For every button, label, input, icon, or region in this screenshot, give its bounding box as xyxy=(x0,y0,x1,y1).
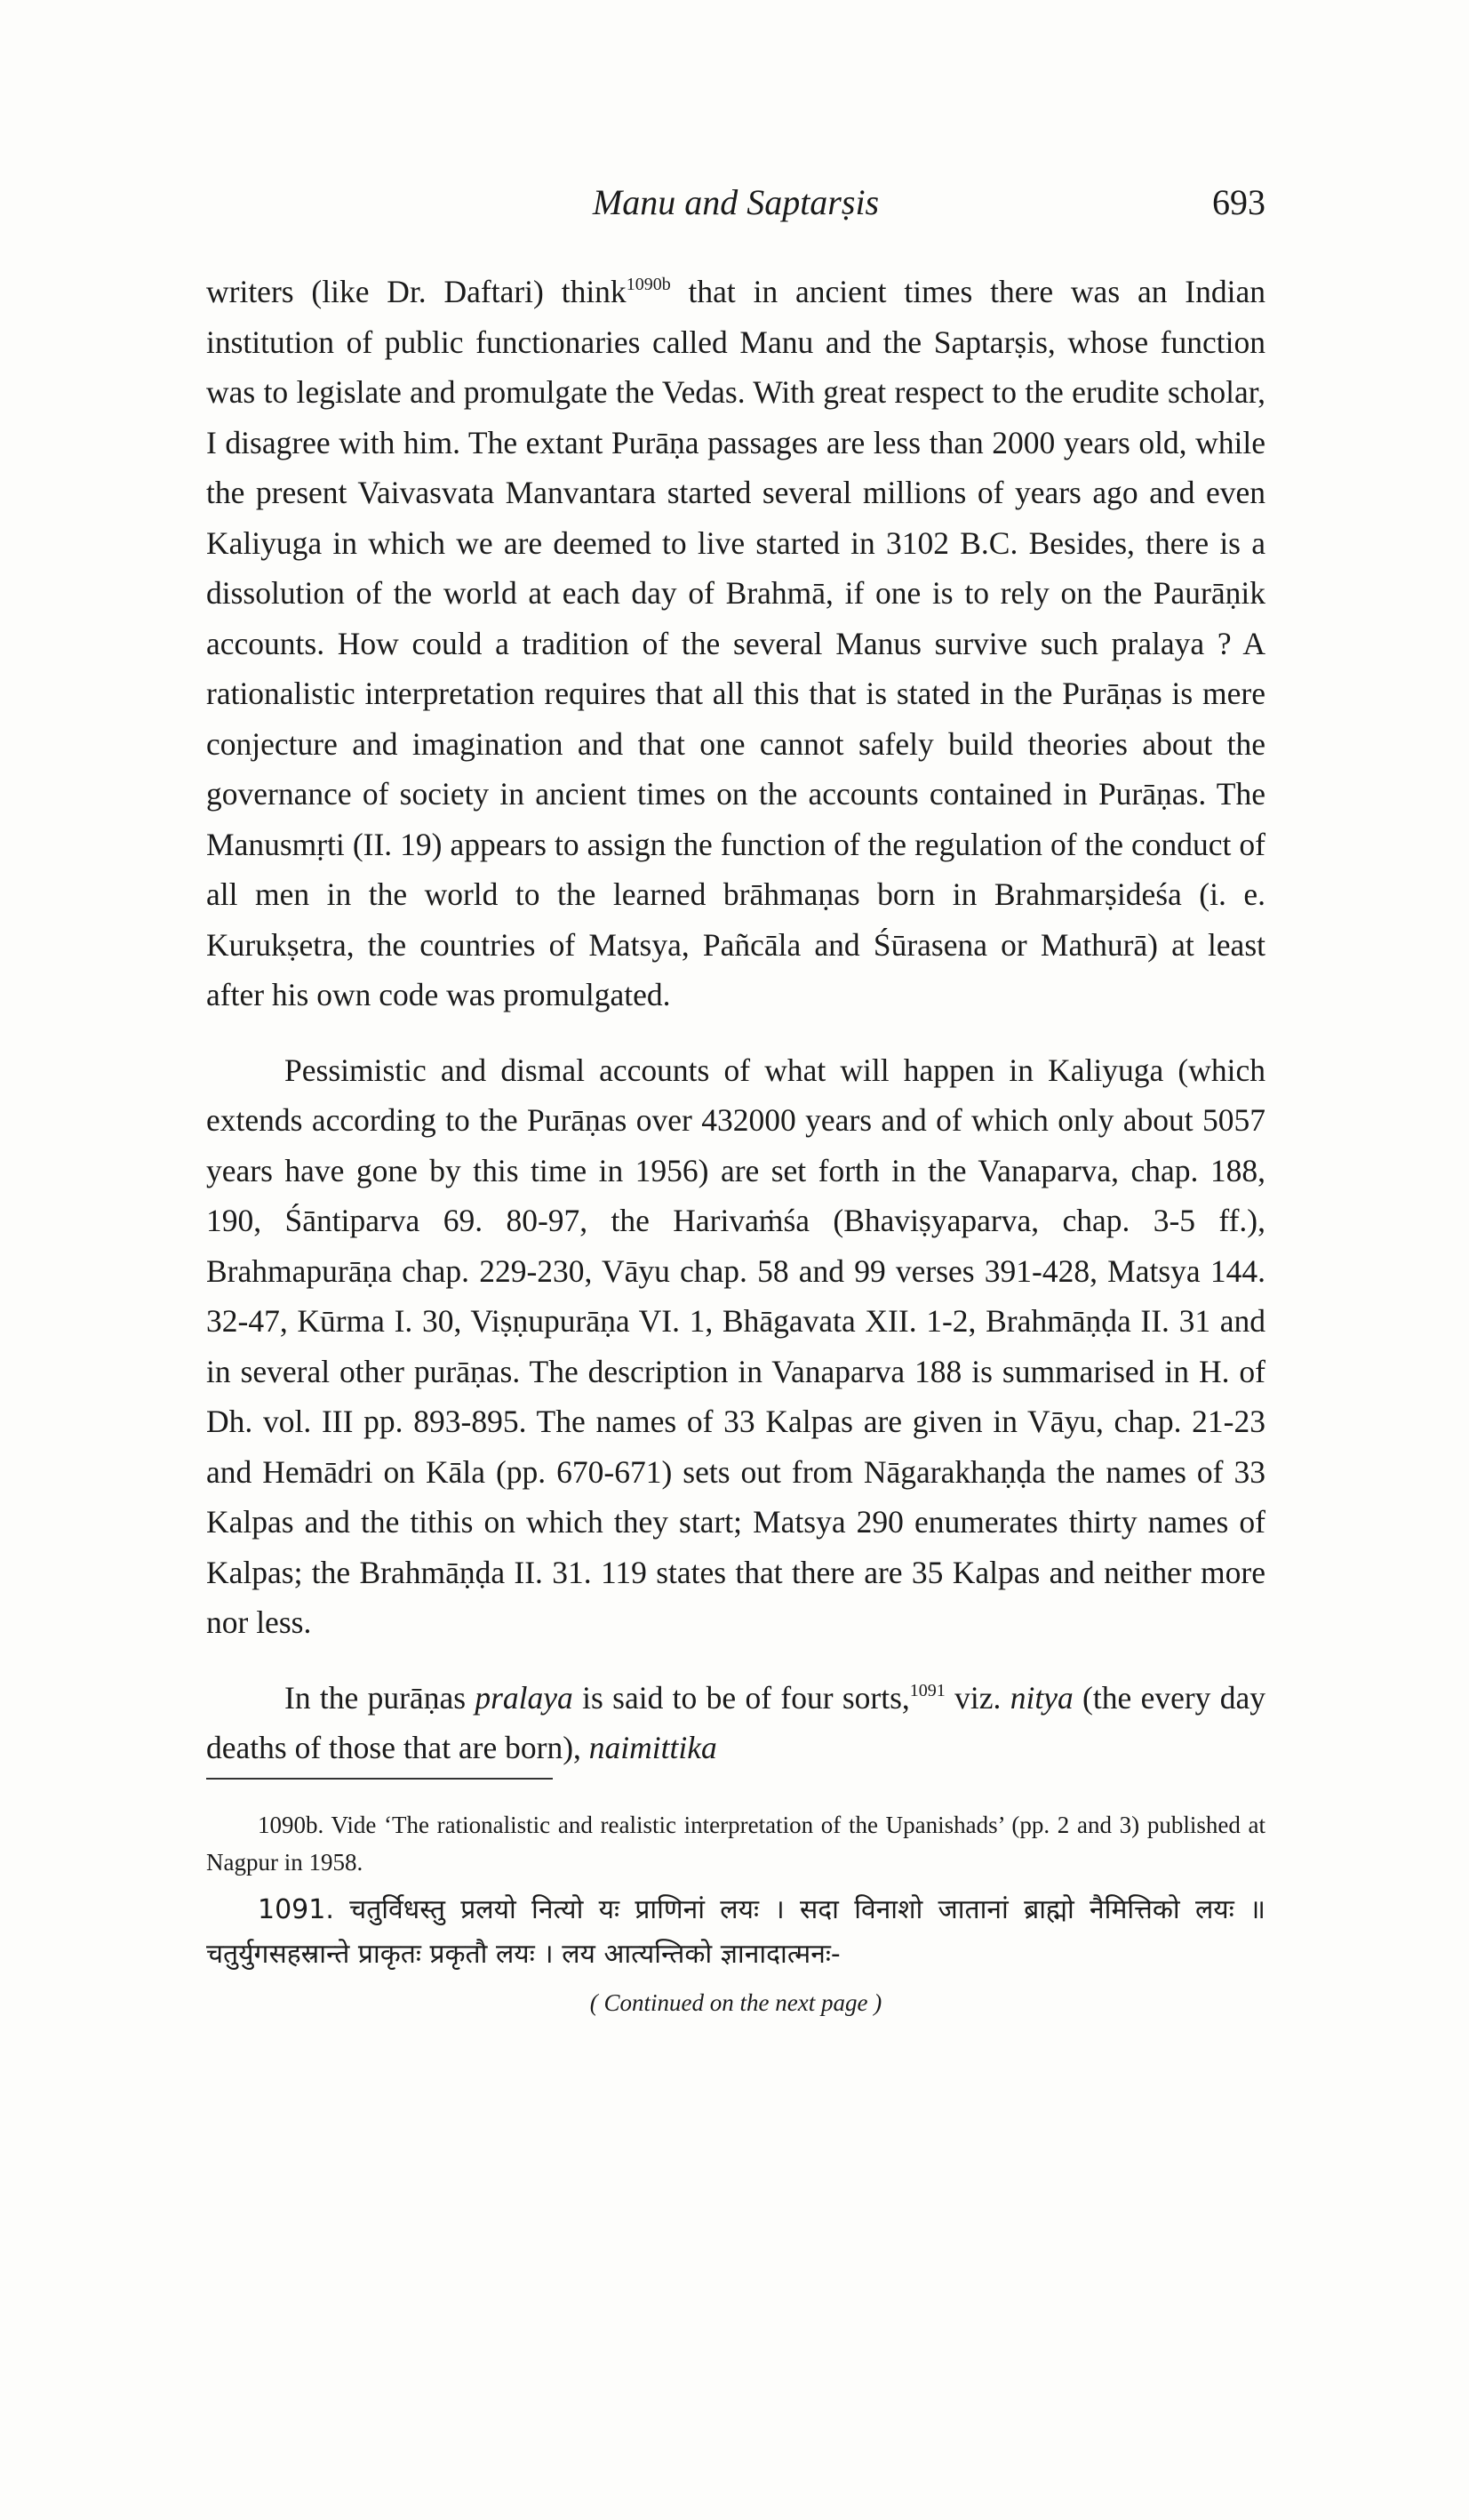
paragraph-3 xyxy=(206,1673,1265,1773)
page-number: 693 xyxy=(1212,182,1265,222)
continued-note: ( Continued on the next page ) xyxy=(589,1989,882,2016)
term-naimittika: naimittika xyxy=(588,1730,717,1765)
footnotes xyxy=(206,1806,1265,2021)
paragraph-3-text-b: is said to be of four sorts, xyxy=(572,1679,910,1716)
footnote-1090b: 1090b. Vide ‘The rationalistic and realistic interpretation of the Upanishads’ (pp. 2 and 3) published at Nagpur in 1958. xyxy=(206,1812,1265,1876)
paragraph-2: Pessimistic and dismal accounts of what will happen in Kaliyuga (which extends according to the Purāṇas over 432000 years and of which only about 5057 years have gone by this time in 1956) are set forth in the Vanaparva, chap. 188, 190, Śāntiparva 69. 80-97, the Harivaṁśa (Bhaviṣyaparva, chap. 3-5 ff.), Brahmapurāṇa chap. 229-230, Vāyu chap. 58 and 99 verses 391-428, Matsya 144. 32-47, Kūrma I. 30, Viṣṇupurāṇa VI. 1, Bhāgavata XII. 1-2, Brahmāṇḍa II. 31 and in several other purāṇas. The description in Vanaparva 188 is summarised in H. of Dh. vol. III pp. 893-895. The names of 33 Kalpas are given in Vāyu, chap. 21-23 and Hemādri on Kāla (pp. 670-671) sets out from Nāgarakhaṇḍa the names of 33 Kalpas and the tithis on which they start; Matsya 290 enumerates thirty names of Kalpas; the Brahmāṇḍa II. 31. 119 states that there are 35 Kalpas and neither more nor less. xyxy=(206,1052,1265,1640)
footnote-ref-1090b: 1090b xyxy=(626,275,671,294)
footnote-divider xyxy=(206,1778,553,1780)
paragraph-1-text-b: that in ancient times there was an Indian institution of public functionaries called Manu and the Saptarṣis, whose function was to legislate and promulgate the Vedas. With great respect to the erudite scholar, I disagree with him. The extant Purāṇa passages are less than 2000 years old, while the present Vaivasvata Manvantara started several millions of years ago and even Kaliyuga in which we are deemed to live started in 3102 B.C. Besides, there is a dissolution of the world at each day of Brahmā, if one is to rely on the Paurāṇik accounts. How could a tradition of the several Manus survive such pralaya ? A rationalistic interpretation requires that all this that is stated in the Purāṇas is mere conjecture and imagination and that one cannot safely build theories about the governance of society in ancient times on the accounts contained in Purāṇas. The Manusmṛti (II. 19) appears to assign the function of the regulation of the conduct of all men in the world to the learned brāhmaṇas born in Brahmarṣideśa (i. e. Kurukṣetra, the countries of Matsya, Pañcāla and Śūrasena or Mathurā) at least after his own code was promulgated. xyxy=(206,274,1266,1012)
paragraph-1-text-a: writers (like Dr. Daftari) think xyxy=(206,274,627,309)
footnote-1091: 1091. चतुर्विधस्तु प्रलयो नित्यो यः प्राणिनां लयः । सदा विनाशो जातानां ब्राह्मो नैमित्तिको लयः ॥ चतुर्युगसहस्रान्ते प्राकृतः प्रकृतौ लयः । लय आत्यन्तिको ज्ञानादात्मनः- xyxy=(206,1894,1265,1970)
paragraph-3-text-a: In the purāṇas xyxy=(284,1679,475,1716)
page-header xyxy=(206,174,1265,228)
paragraph-3-text-c: viz. xyxy=(945,1679,1010,1716)
paragraph-3-text-d: (the every day deaths of those that are born), xyxy=(206,1679,1265,1765)
main-text xyxy=(206,267,1265,1773)
running-head: Manu and Saptarṣis xyxy=(592,182,880,222)
footnote-ref-1091: 1091 xyxy=(909,1680,946,1700)
paragraph-1 xyxy=(206,267,1265,1020)
term-nitya: nitya xyxy=(1010,1679,1074,1716)
term-pralaya: pralaya xyxy=(475,1679,573,1716)
